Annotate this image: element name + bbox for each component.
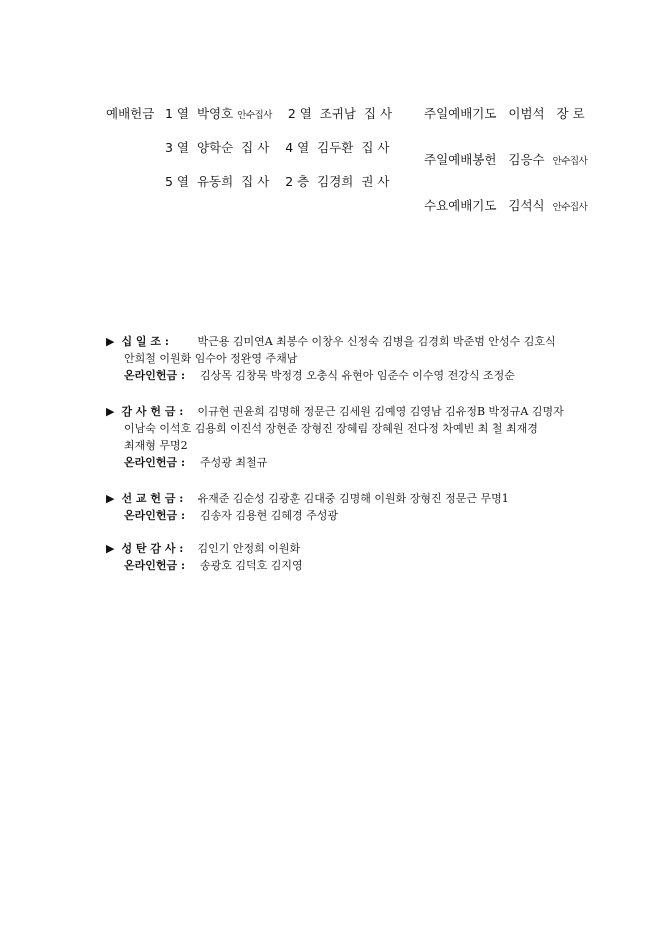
bullet-icon: ▶ (106, 335, 115, 348)
role-person: 이범석 (508, 106, 545, 121)
online-label: 온라인헌금 : (124, 559, 186, 572)
person-title: 권 사 (361, 174, 390, 189)
online-list: 김상목 김창묵 박정경 오충식 유현아 임준수 이수영 전강식 조정순 (200, 369, 515, 382)
online-label: 온라인헌금 : (124, 369, 186, 382)
donor-list: 최재형 무명2 (124, 439, 188, 452)
donor-list: 김인기 안정희 이원화 (197, 542, 301, 555)
role-person: 김응수 (508, 152, 545, 167)
role-sunday-prayer (424, 106, 585, 122)
role-wednesday-prayer (424, 198, 587, 216)
online-list: 김송자 김용현 김혜경 주성광 (200, 509, 339, 522)
bullet-icon: ▶ (106, 542, 115, 555)
person-title: 집 사 (241, 174, 270, 189)
bullet-icon: ▶ (106, 492, 115, 505)
person-name: 김경희 (317, 174, 354, 189)
online-label: 온라인헌금 : (124, 456, 186, 469)
donor-list: 박근용 김미연A 최봉수 이창우 신정숙 김병을 김경희 박준범 안성수 김호식 (197, 335, 556, 348)
offering-row-3 (165, 174, 389, 190)
section-thanksgiving (106, 403, 564, 471)
row-label: 2 층 (285, 174, 310, 189)
section-label: 십 일 조 : (121, 335, 169, 348)
section-christmas (106, 540, 303, 574)
bullet-icon: ▶ (106, 405, 115, 418)
donor-list: 유재준 김순성 김광훈 김대중 김명해 이원화 장형진 정문근 무명1 (197, 492, 509, 505)
section-label: 감 사 헌 금 : (121, 405, 184, 418)
person-title: 집 사 (361, 140, 390, 155)
offering-row-1 (165, 106, 392, 124)
online-list: 주성광 최철규 (200, 456, 268, 469)
section-mission (106, 490, 509, 524)
donor-list: 이규현 권윤희 김명해 정문근 김세원 김예영 김영남 김유정B 박정규A 김명자 (197, 405, 564, 418)
online-label: 온라인헌금 : (124, 509, 186, 522)
person-name: 박영호 (196, 106, 234, 121)
role-label: 주일예배봉헌 (424, 152, 497, 167)
role-title: 안수집사 (552, 202, 588, 213)
person-name: 유동희 (196, 174, 234, 189)
donor-list: 이남숙 이석호 김용희 이진석 장현준 장형진 장혜림 장혜원 전다정 차예빈 최 철 최재경 (124, 422, 538, 435)
person-name: 조귀남 (319, 106, 357, 121)
section-label: 선 교 헌 금 : (121, 492, 184, 505)
row-label: 1 열 (165, 106, 190, 121)
person-name: 김두환 (317, 140, 354, 155)
row-label: 2 열 (287, 106, 312, 121)
role-person: 김석식 (508, 198, 545, 213)
row-label: 3 열 (165, 140, 190, 155)
role-title: 장 로 (556, 106, 585, 121)
person-title: 집 사 (241, 140, 270, 155)
person-name: 양학순 (196, 140, 234, 155)
donor-list: 안희철 이원화 임수아 정완영 주채남 (124, 352, 298, 365)
role-title: 안수집사 (552, 156, 588, 167)
row-label: 4 열 (285, 140, 310, 155)
person-title: 집 사 (363, 106, 393, 121)
online-list: 송광호 김덕호 김지영 (200, 559, 303, 572)
role-sunday-offering (424, 152, 587, 170)
section-tithe (106, 333, 556, 384)
offering-label: 예배헌금 (106, 106, 155, 121)
offering-row-2 (165, 140, 389, 156)
row-label: 5 열 (165, 174, 190, 189)
role-label: 수요예배기도 (424, 198, 497, 213)
section-label: 성 탄 감 사 : (121, 542, 184, 555)
role-label: 주일예배기도 (424, 106, 497, 121)
person-title: 안수집사 (237, 110, 272, 121)
